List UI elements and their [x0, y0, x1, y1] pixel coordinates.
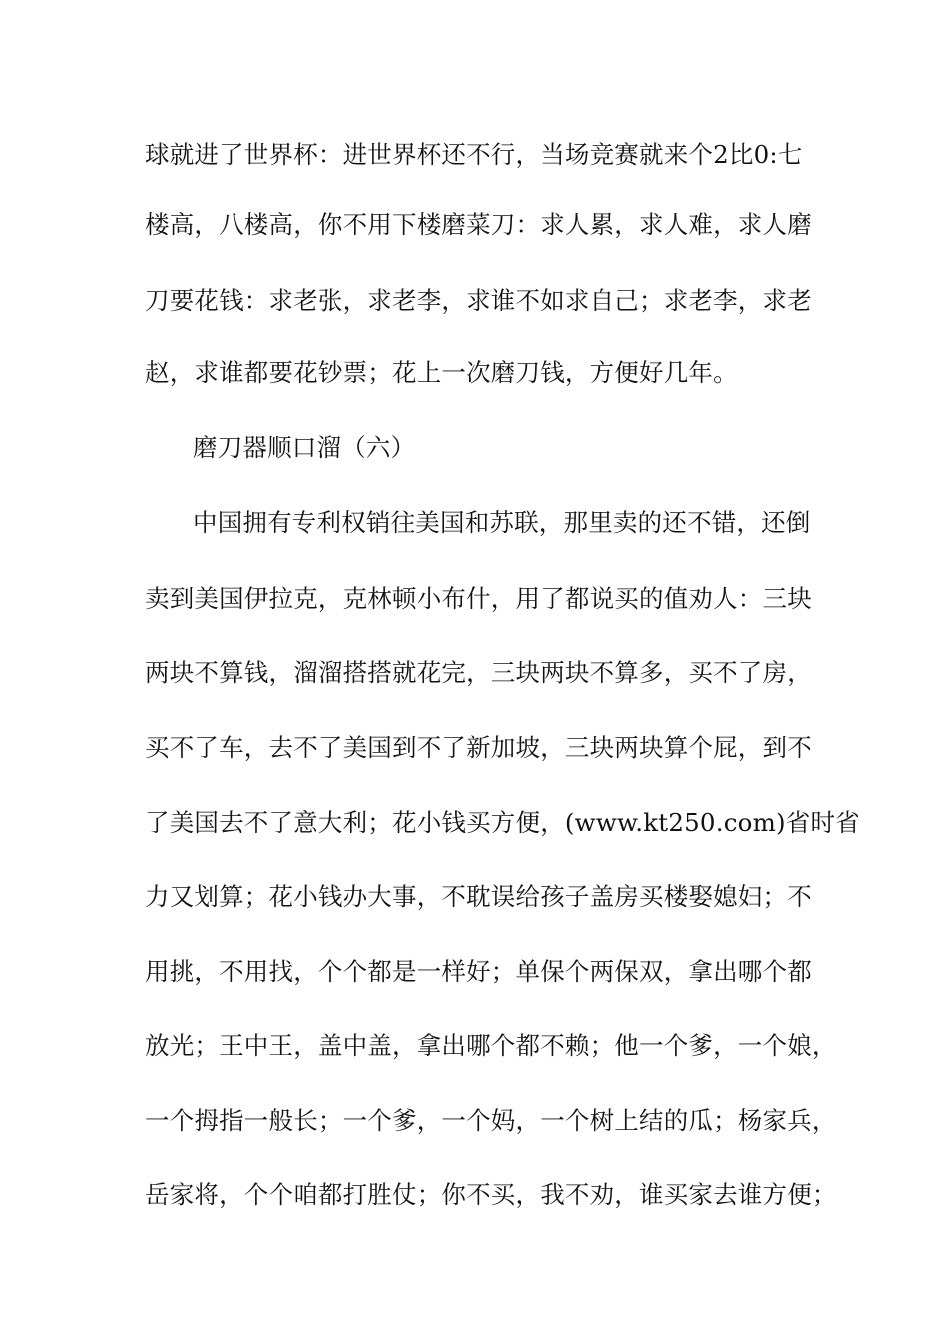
text-line: 一个拇指一般长；一个爹，一个妈，一个树上结的瓜；杨家兵，	[145, 1106, 837, 1135]
text-line: 用挑，不用找，个个都是一样好；单保个两保双，拿出哪个都	[145, 957, 812, 986]
text-line: 买不了车，去不了美国到不了新加坡，三块两块算个屁，到不	[145, 733, 812, 762]
text-line: 岳家将，个个咱都打胜仗；你不买，我不劝，谁买家去谁方便；	[145, 1180, 837, 1209]
text-line: 卖到美国伊拉克，克林顿小布什，用了都说买的值劝人：三块	[145, 584, 812, 613]
text-line: 两块不算钱，溜溜搭搭就花完，三块两块不算多，买不了房，	[145, 658, 812, 687]
text-line: 了美国去不了意大利；花小钱买方便，(www.kt250.com)省时省	[145, 808, 860, 837]
text-line: 中国拥有专利权销往美国和苏联，那里卖的还不错，还倒	[193, 508, 811, 537]
text-line: 赵，求谁都要花钞票；花上一次磨刀钱，方便好几年。	[145, 358, 738, 387]
text-line: 刀要花钱：求老张，求老李，求谁不如求自己；求老李，求老	[145, 286, 812, 315]
section-heading: 磨刀器顺口溜（六）	[193, 433, 416, 462]
text-line: 楼高，八楼高，你不用下楼磨菜刀：求人累，求人难，求人磨	[145, 210, 812, 239]
text-line: 球就进了世界杯：进世界杯还不行，当场竞赛就来个2比0:七	[145, 140, 803, 169]
text-line: 放光；王中王，盖中盖，拿出哪个都不赖；他一个爹，一个娘，	[145, 1031, 837, 1060]
text-line: 力又划算；花小钱办大事，不耽误给孩子盖房买楼娶媳妇；不	[145, 882, 812, 911]
